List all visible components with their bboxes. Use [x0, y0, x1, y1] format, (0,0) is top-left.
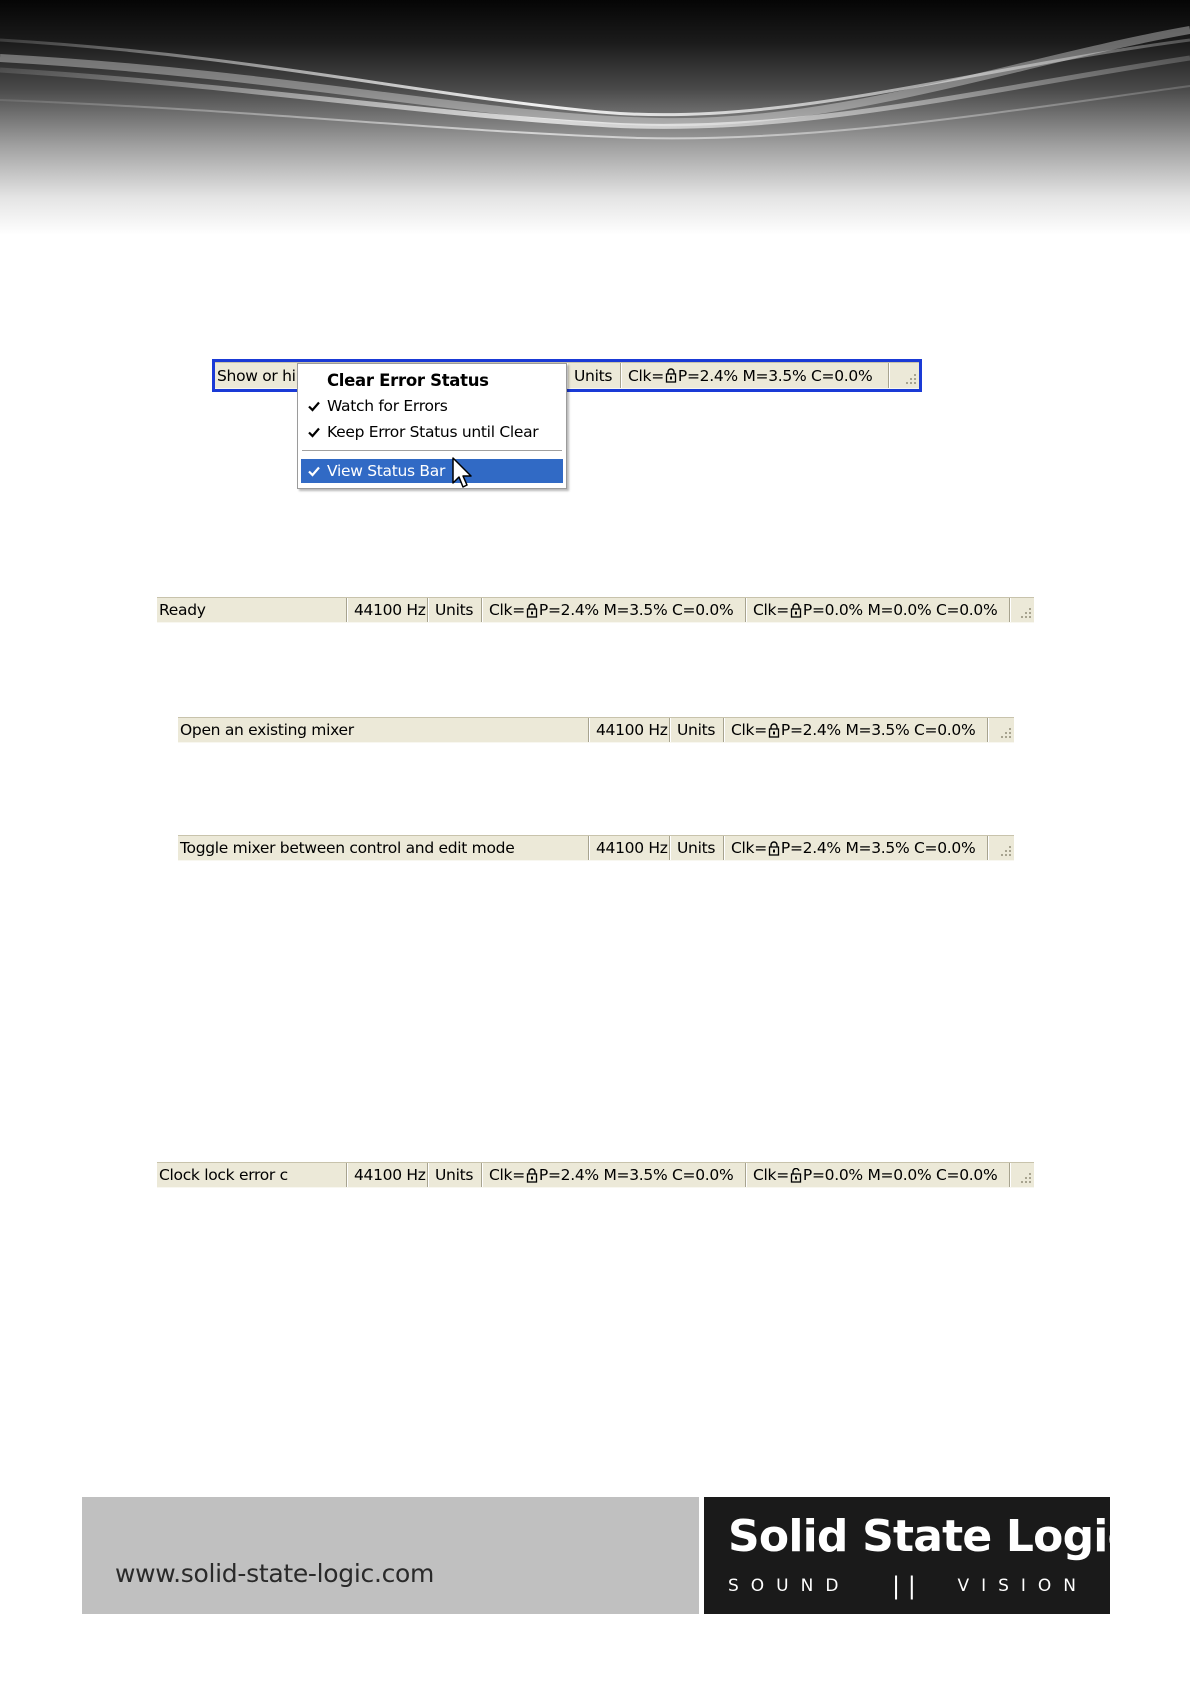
clock-stats: P=0.0% M=0.0% C=0.0% — [802, 1166, 998, 1184]
sample-rate: 44100 Hz — [596, 721, 668, 739]
menu-item-label: View Status Bar — [327, 462, 446, 480]
sample-rate: 44100 Hz — [354, 1166, 426, 1184]
clock-label: Clk= — [753, 1166, 789, 1184]
sample-rate-pane — [347, 598, 428, 622]
resize-grip-icon — [998, 726, 1012, 740]
clock-label: Clk= — [731, 839, 767, 857]
menu-item-label: Keep Error Status until Clear — [327, 423, 539, 441]
resize-grip[interactable] — [1012, 598, 1034, 622]
brand-tagline — [728, 1572, 1088, 1600]
units-label: Units — [677, 839, 716, 857]
header-swoosh-graphic — [0, 0, 1190, 235]
clock-stats-pane — [746, 598, 1010, 622]
units-pane — [670, 836, 724, 860]
sample-rate: 44100 Hz — [596, 839, 668, 857]
status-message: Open an existing mixer — [180, 721, 354, 739]
footer-url-panel — [82, 1497, 699, 1614]
footer-url[interactable]: www.solid-state-logic.com — [115, 1559, 435, 1588]
resize-grip-icon — [998, 844, 1012, 858]
status-message-pane — [178, 718, 589, 742]
status-message: Ready — [159, 601, 206, 619]
menu-item-watch-for-errors[interactable] — [301, 394, 563, 418]
clock-stats-pane — [724, 718, 988, 742]
status-message: Toggle mixer between control and edit mode — [180, 839, 515, 857]
clock-label: Clk= — [489, 601, 525, 619]
brand-logo-text: Solid State Logic — [728, 1511, 1133, 1562]
checkmark-icon — [301, 427, 327, 438]
clock-stats: P=2.4% M=3.5% C=0.0% — [780, 839, 976, 857]
units-label: Units — [435, 1166, 474, 1184]
sample-rate: 44100 Hz — [354, 601, 426, 619]
resize-grip-icon — [1018, 606, 1032, 620]
header-banner — [0, 0, 1190, 235]
checkmark-icon — [301, 401, 327, 412]
lock-icon — [790, 603, 802, 618]
menu-item-label: Clear Error Status — [327, 370, 489, 390]
clock-label: Clk= — [731, 721, 767, 739]
units-label: Units — [435, 601, 474, 619]
clock-stats-pane — [482, 598, 746, 622]
menu-item-clear-error-status[interactable] — [301, 368, 563, 392]
units-pane — [567, 363, 621, 388]
units-label: Units — [677, 721, 716, 739]
status-message: Show or hi — [217, 366, 296, 385]
clock-stats-pane — [482, 1163, 746, 1187]
resize-grip[interactable] — [992, 836, 1014, 860]
lock-icon — [665, 368, 677, 383]
menu-item-view-status-bar[interactable] — [301, 459, 563, 483]
clock-stats-pane — [724, 836, 988, 860]
status-bar[interactable] — [157, 1162, 1034, 1188]
menu-item-keep-error-status[interactable] — [301, 420, 563, 444]
checkmark-icon — [301, 466, 327, 477]
resize-grip[interactable] — [1012, 1163, 1034, 1187]
clock-label: Clk= — [489, 1166, 525, 1184]
sample-rate-pane — [347, 1163, 428, 1187]
lock-icon — [768, 841, 780, 856]
status-bar[interactable] — [157, 597, 1034, 623]
status-message-pane — [157, 598, 347, 622]
resize-grip-icon — [1018, 1171, 1032, 1185]
resize-grip[interactable] — [992, 718, 1014, 742]
mouse-pointer-icon — [452, 457, 474, 491]
tagline-vision: VISION — [957, 1576, 1088, 1596]
footer-brand-panel — [704, 1497, 1133, 1614]
status-message: Clock lock error c — [159, 1166, 288, 1184]
sample-rate-pane — [589, 836, 670, 860]
lock-icon — [768, 723, 780, 738]
tagline-separator: | | — [892, 1572, 916, 1600]
clock-stats-pane — [746, 1163, 1010, 1187]
menu-separator — [302, 450, 562, 452]
unlock-icon — [790, 1168, 802, 1183]
sample-rate-pane — [589, 718, 670, 742]
clock-stats: P=0.0% M=0.0% C=0.0% — [802, 601, 998, 619]
resize-grip[interactable] — [897, 363, 919, 388]
units-pane — [428, 1163, 482, 1187]
lock-icon — [526, 603, 538, 618]
units-pane — [428, 598, 482, 622]
tagline-sound: SOUND — [728, 1576, 851, 1596]
status-bar-context-menu — [297, 363, 567, 489]
status-bar[interactable] — [178, 835, 1014, 861]
menu-item-label: Watch for Errors — [327, 397, 448, 415]
lock-icon — [526, 1168, 538, 1183]
status-bar[interactable] — [178, 717, 1014, 743]
clock-stats: P=2.4% M=3.5% C=0.0% — [538, 1166, 734, 1184]
units-label: Units — [574, 366, 613, 385]
clock-label: Clk= — [753, 601, 789, 619]
clock-stats: P=2.4% M=3.5% C=0.0% — [677, 366, 873, 385]
status-message-pane — [178, 836, 589, 860]
clock-stats-pane — [621, 363, 889, 388]
status-message-pane — [157, 1163, 347, 1187]
resize-grip-icon — [903, 372, 917, 386]
units-pane — [670, 718, 724, 742]
clock-stats: P=2.4% M=3.5% C=0.0% — [538, 601, 734, 619]
clock-stats: P=2.4% M=3.5% C=0.0% — [780, 721, 976, 739]
clock-label: Clk= — [628, 366, 664, 385]
